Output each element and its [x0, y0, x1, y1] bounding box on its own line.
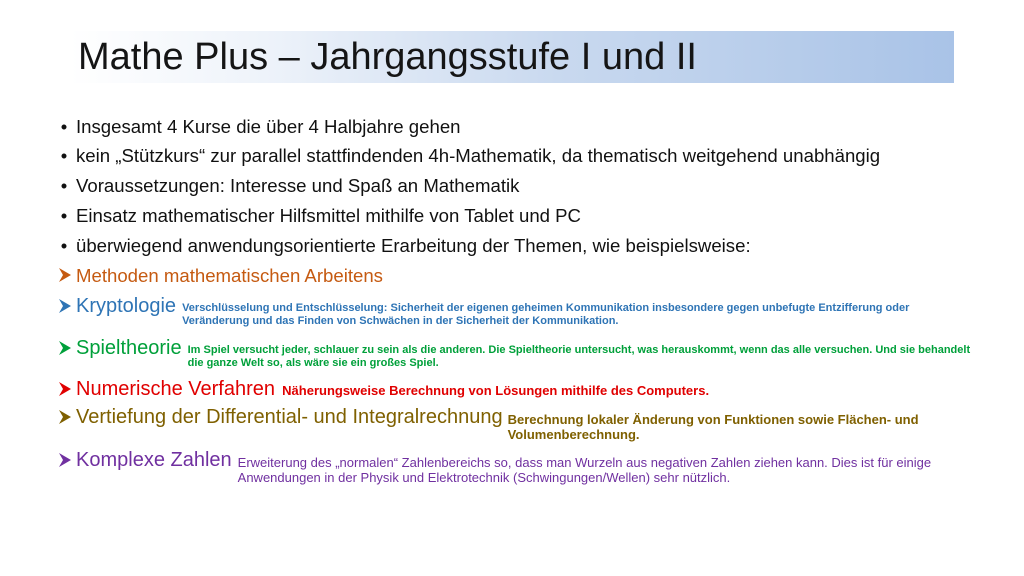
arrow-bullet-icon: [57, 297, 73, 315]
topic-item: [57, 265, 977, 287]
arrow-bullet-icon: [57, 339, 73, 357]
topic-item: [57, 337, 977, 370]
content-list: [57, 112, 977, 485]
topic-title: Spieltheorie: [76, 337, 182, 359]
list-item: [57, 116, 977, 138]
topic-item: [57, 378, 977, 400]
bullet-dot-icon: •: [60, 116, 68, 137]
arrow-bullet-icon: [57, 451, 73, 469]
topic-title: Kryptologie: [76, 295, 177, 317]
topic-description: Verschlüsselung und Entschlüsselung: Sicherheit der eigenen geheimen Kommunikation insbesondere gegen unbefugte Entzifferung oder Veränderung und das Finden von Schwächen in der Sicherheit der Kommunikation.: [182, 302, 910, 327]
topic-item: [57, 449, 977, 485]
slide-title: Mathe Plus – Jahrgangsstufe I und II: [78, 36, 697, 78]
bullet-dot-icon: •: [60, 175, 68, 196]
bullet-text: Voraussetzungen: Interesse und Spaß an Mathematik: [76, 175, 520, 196]
topic-title: Numerische Verfahren: [76, 378, 275, 400]
topic-title: Methoden mathematischen Arbeitens: [76, 265, 383, 286]
bullet-dot-icon: •: [60, 235, 68, 256]
arrow-bullet-icon: [57, 266, 73, 284]
title-bar: [70, 31, 954, 83]
arrow-bullet-icon: [57, 380, 73, 398]
bullet-dot-icon: •: [60, 145, 68, 166]
list-item: [57, 235, 977, 257]
topic-item: [57, 406, 977, 442]
topic-title: Komplexe Zahlen: [76, 449, 232, 471]
topic-item: [57, 295, 977, 328]
arrow-bullet-icon: [57, 408, 73, 426]
list-item: [57, 146, 977, 165]
topic-description: Erweiterung des „normalen“ Zahlenbereichs so, dass man Wurzeln aus negativen Zahlen ziehen kann. Dies ist für einige Anwendungen in der Physik und Elektrotechnik (Schwingungen/Wellen) sehr nützlich.: [237, 455, 932, 485]
topic-description: Näherungsweise Berechnung von Lösungen mithilfe des Computers.: [282, 383, 710, 398]
topic-description: Berechnung lokaler Änderung von Funktionen sowie Flächen- und Volumenberechnung.: [507, 412, 919, 442]
bullet-dot-icon: •: [60, 205, 68, 226]
bullet-text: überwiegend anwendungsorientierte Erarbeitung der Themen, wie beispielsweise:: [76, 235, 751, 256]
topic-title: Vertiefung der Differential- und Integralrechnung: [76, 406, 503, 428]
list-item: [57, 205, 977, 227]
list-item: [57, 175, 977, 197]
bullet-text: Insgesamt 4 Kurse die über 4 Halbjahre gehen: [76, 116, 461, 137]
topic-description: Im Spiel versucht jeder, schlauer zu sein als die anderen. Die Spieltheorie untersucht, was herauskommt, wenn das alle versuchen. Und sie behandelt die ganze Welt so, als wäre sie ein großes Spiel.: [187, 344, 971, 369]
bullet-text: kein „Stützkurs“ zur parallel stattfindenden 4h-Mathematik, da thematisch weitgehend unabhängig: [76, 145, 881, 166]
bullet-text: Einsatz mathematischer Hilfsmittel mithilfe von Tablet und PC: [76, 205, 581, 226]
